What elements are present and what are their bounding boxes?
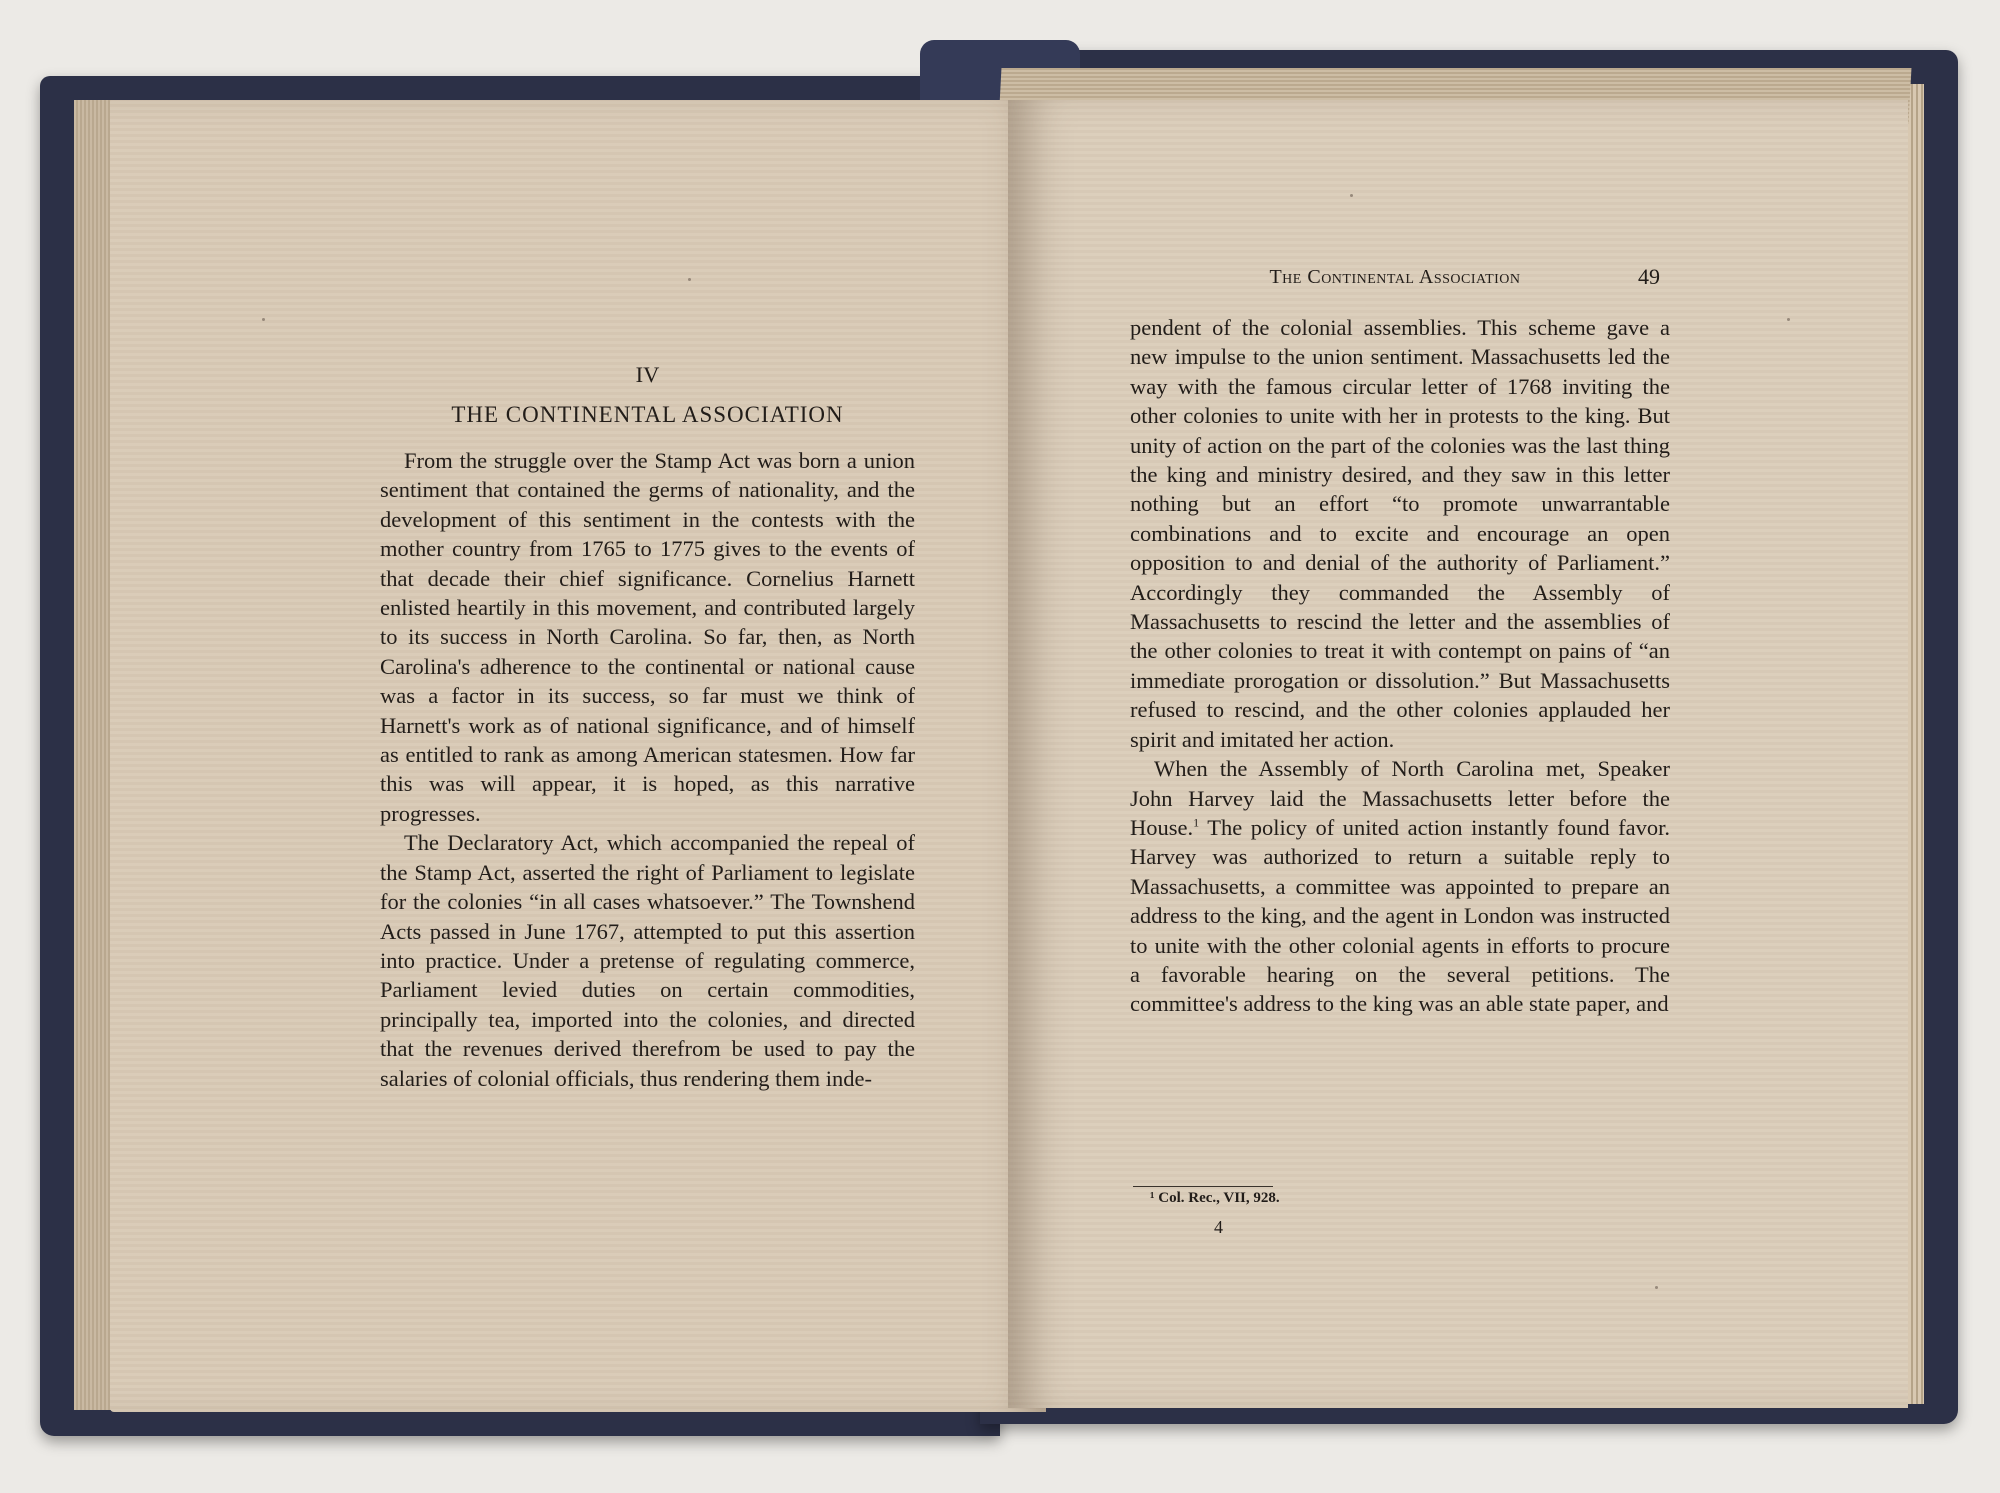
paragraph: pendent of the colonial assemblies. This scheme gave a new impulse to the union sentiment. Massachusetts led the way with the famous circular letter of 1768 inviting the other colonies to unite with her in protests to the king. But unity of action on the part of the colonies was the last thing the king and ministry desired, and they saw in this letter nothing but an effort “to promote unwarrantable combinations and to excite and encourage an open opposition to and denial of the authority of Parliament.” Accordingly they commanded the Assembly of Massachusetts to rescind the letter and the assemblies of the other colonies to treat it with contempt on pains of “an immediate prorogation or dissolution.” But Massachusetts refused to rescind, and the other colonies applauded her spirit and imitated her action. <box>1130 315 1670 752</box>
chapter-number: IV <box>635 362 660 387</box>
footnote-reference: 1 <box>1193 815 1200 830</box>
paragraph: The Declaratory Act, which accompanied the repeal of the Stamp Act, asserted the right of Parliament to legislate for the colonies “in all cases whatsoever.” The Townshend Acts passed in June 1767, attempted to put this assertion into practice. Under a pretense of regulating commerce, Parliament levied duties on certain commodities, principally tea, imported into the colonies, and directed that the revenues derived therefrom be used to pay the salaries of colonial officials, thus rendering them inde- <box>380 830 915 1091</box>
open-book <box>40 40 1958 1440</box>
running-head: The Continental Association <box>1269 266 1521 288</box>
paper-speck <box>262 318 265 321</box>
signature-mark: 4 <box>1214 1217 1223 1237</box>
footnote: ¹ Col. Rec., VII, 928. <box>1150 1190 1280 1206</box>
paragraph <box>1130 754 1670 1019</box>
right-page-body <box>1130 313 1670 1019</box>
paper-speck <box>1787 318 1790 321</box>
paragraph: From the struggle over the Stamp Act was born a union sentiment that contained the germs of nationality, and the development of this sentiment in the contests with the mother country from 1765 to 1775 gives to the events of that decade their chief significance. Cornelius Harnett enlisted heartily in this movement, and contributed largely to its success in North Carolina. So far, then, as North Carolina's adherence to the continental or national cause was a factor in its success, so far must we think of Harnett's work as of national significance, and of himself as entitled to rank as among American statesmen. How far this was will appear, it is hoped, as this narrative progresses. <box>380 448 915 826</box>
left-page-body <box>380 446 915 1093</box>
paragraph-text: When the Assembly of North Carolina met, Speaker John Harvey laid the Massachusetts letter before the House. <box>1130 756 1670 840</box>
paper-speck <box>1350 194 1353 197</box>
paper-speck <box>688 278 691 281</box>
paragraph-text: The policy of united action instantly found favor. Harvey was authorized to return a suitable reply to Massachusetts, a committee was appointed to prepare an address to the king, and the agent in London was instructed to unite with the other colonial agents in efforts to procure a favorable hearing on the several petitions. The committee's address to the king was an able state paper, and <box>1130 814 1670 1017</box>
footnote-rule <box>1133 1186 1273 1187</box>
paper-speck <box>1655 1286 1658 1289</box>
page-number: 49 <box>1638 264 1660 289</box>
page-stack-left <box>74 100 114 1410</box>
chapter-title: THE CONTINENTAL ASSOCIATION <box>451 402 844 427</box>
